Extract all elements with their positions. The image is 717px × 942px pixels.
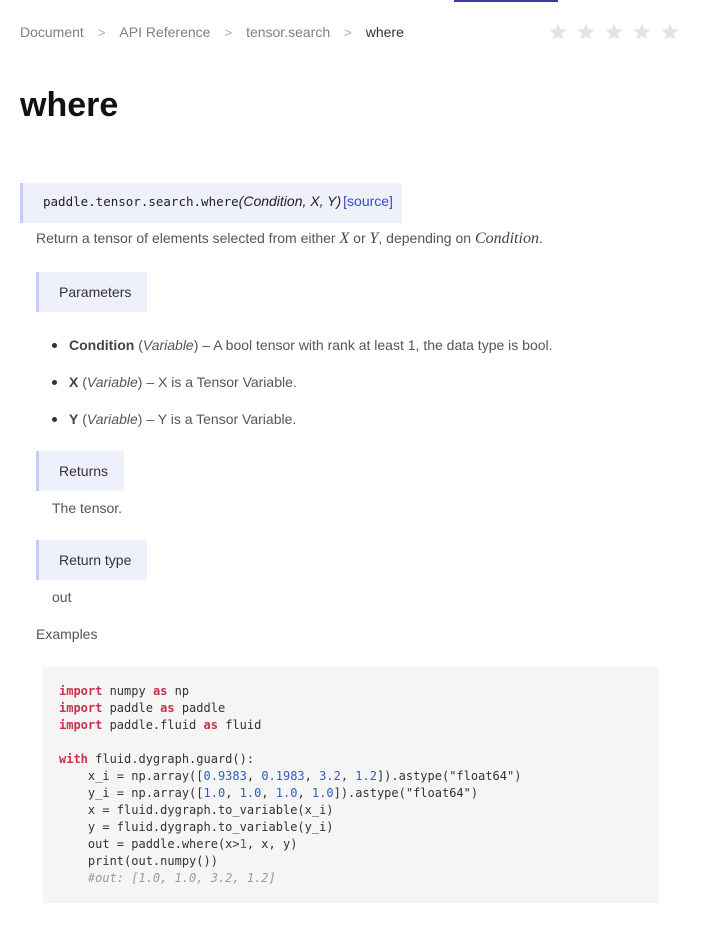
chevron-right-icon: > bbox=[97, 24, 106, 40]
code-text: print(out.numpy()) bbox=[59, 854, 218, 868]
param-description: – A bool tensor with rank at least 1, the data type is bool. bbox=[198, 337, 553, 353]
code-number: 1.0 bbox=[275, 786, 298, 800]
return-type-label: Return type bbox=[36, 540, 147, 580]
code-text: , bbox=[304, 769, 320, 783]
code-text: "float64" bbox=[449, 769, 515, 783]
code-line bbox=[59, 819, 643, 836]
param-name: Condition bbox=[69, 337, 135, 353]
code-number: 1.0 bbox=[239, 786, 262, 800]
breadcrumb-item-api-reference[interactable]: API Reference bbox=[119, 24, 211, 40]
code-keyword: import bbox=[59, 684, 103, 698]
code-text: , bbox=[225, 786, 240, 800]
code-keyword: as bbox=[203, 718, 218, 732]
bullet-icon bbox=[52, 417, 57, 422]
code-text: fluid.dygraph.guard(): bbox=[87, 752, 255, 766]
parameters-label: Parameters bbox=[36, 272, 147, 312]
code-keyword: as bbox=[152, 684, 168, 698]
breadcrumb-item-document[interactable]: Document bbox=[20, 24, 84, 40]
examples-label: Examples bbox=[36, 626, 98, 642]
param-type: Variable bbox=[142, 337, 194, 353]
code-line bbox=[59, 734, 643, 751]
chevron-right-icon: > bbox=[344, 24, 352, 40]
summary-end: . bbox=[538, 230, 543, 246]
signature-params: (Condition, X, Y) bbox=[238, 193, 342, 209]
code-line bbox=[59, 768, 643, 785]
code-line bbox=[59, 802, 643, 819]
list-item: Y (Variable) – Y is a Tensor Variable. bbox=[52, 410, 553, 447]
code-number: 1.0 bbox=[311, 786, 334, 800]
code-line bbox=[59, 836, 643, 853]
list-item: Condition (Variable) – A bool tensor with rank at least 1, the data type is bool. bbox=[52, 336, 553, 373]
param-type: Variable bbox=[86, 411, 138, 427]
parameter-list bbox=[52, 336, 553, 447]
param-type: Variable bbox=[86, 374, 138, 390]
top-accent-bar bbox=[454, 0, 558, 2]
breadcrumb bbox=[20, 24, 404, 40]
summary-or: or bbox=[349, 230, 370, 246]
code-line bbox=[59, 717, 643, 734]
returns-value: The tensor. bbox=[52, 500, 123, 516]
code-text: ]).astype( bbox=[333, 786, 406, 800]
returns-label: Returns bbox=[36, 451, 124, 491]
code-text: ) bbox=[470, 786, 479, 800]
code-text: y = fluid.dygraph.to_variable(y_i) bbox=[59, 820, 334, 834]
code-line bbox=[59, 683, 643, 700]
code-keyword: import bbox=[59, 718, 103, 732]
return-type-value: out bbox=[52, 589, 72, 605]
code-text bbox=[59, 871, 88, 885]
list-item: X (Variable) – X is a Tensor Variable. bbox=[52, 373, 553, 410]
param-name: X bbox=[69, 374, 79, 390]
code-text: paddle bbox=[102, 701, 161, 715]
star-rating bbox=[548, 22, 680, 42]
math-x: X bbox=[339, 230, 350, 247]
param-name: Y bbox=[69, 411, 79, 427]
code-number: 0.1983 bbox=[261, 769, 305, 783]
summary-prefix: Return a tensor of elements selected from either bbox=[36, 230, 340, 246]
code-text: ) bbox=[514, 769, 522, 783]
code-text: fluid bbox=[217, 718, 262, 732]
star-icon[interactable] bbox=[604, 22, 624, 42]
breadcrumb-item-tensor-search[interactable]: tensor.search bbox=[246, 24, 331, 40]
code-text: , bbox=[261, 786, 276, 800]
code-text: paddle.fluid bbox=[102, 718, 204, 732]
code-example[interactable] bbox=[43, 667, 659, 903]
code-keyword: import bbox=[59, 701, 103, 715]
code-text: , x, y) bbox=[246, 837, 298, 851]
code-text: x_i = np.array([ bbox=[59, 769, 204, 783]
code-line bbox=[59, 785, 643, 802]
math-condition: Condition bbox=[474, 230, 539, 247]
code-text: "float64" bbox=[405, 786, 471, 800]
chevron-right-icon: > bbox=[224, 24, 233, 40]
code-text: y_i = np.array([ bbox=[59, 786, 204, 800]
code-text: out = paddle.where(x> bbox=[59, 837, 240, 851]
code-number: 1 bbox=[239, 837, 247, 851]
code-text: , bbox=[297, 786, 312, 800]
summary-mid: , depending on bbox=[378, 230, 475, 246]
function-summary bbox=[36, 230, 543, 248]
star-icon[interactable] bbox=[660, 22, 680, 42]
code-text: x = fluid.dygraph.to_variable(x_i) bbox=[59, 803, 334, 817]
code-comment: #out: [1.0, 1.0, 3.2, 1.2] bbox=[87, 871, 276, 885]
source-link[interactable]: [source] bbox=[343, 193, 393, 209]
code-line bbox=[59, 751, 643, 768]
code-text: paddle bbox=[174, 701, 226, 715]
code-text: , bbox=[246, 769, 262, 783]
page-title: where bbox=[20, 86, 119, 124]
code-keyword: as bbox=[160, 701, 175, 715]
math-y: Y bbox=[369, 230, 379, 247]
bullet-icon bbox=[52, 343, 57, 348]
code-line bbox=[59, 853, 643, 870]
star-icon[interactable] bbox=[632, 22, 652, 42]
breadcrumb-item-current: where bbox=[365, 24, 404, 40]
signature-function-name: paddle.tensor.search.where bbox=[43, 194, 239, 209]
code-line bbox=[59, 700, 643, 717]
function-signature bbox=[20, 183, 402, 223]
code-number: 1.2 bbox=[355, 769, 377, 783]
star-icon[interactable] bbox=[548, 22, 568, 42]
code-keyword: with bbox=[59, 752, 88, 766]
param-description: – X is a Tensor Variable. bbox=[142, 374, 297, 390]
code-text: , bbox=[340, 769, 356, 783]
code-text: np bbox=[167, 684, 190, 698]
code-number: 0.9383 bbox=[203, 769, 247, 783]
code-text: ]).astype( bbox=[376, 769, 450, 783]
code-text: numpy bbox=[102, 684, 153, 698]
star-icon[interactable] bbox=[576, 22, 596, 42]
bullet-icon bbox=[52, 380, 57, 385]
code-line bbox=[59, 870, 643, 887]
code-number: 3.2 bbox=[319, 769, 341, 783]
param-description: – Y is a Tensor Variable. bbox=[142, 411, 297, 427]
code-number: 1.0 bbox=[203, 786, 226, 800]
